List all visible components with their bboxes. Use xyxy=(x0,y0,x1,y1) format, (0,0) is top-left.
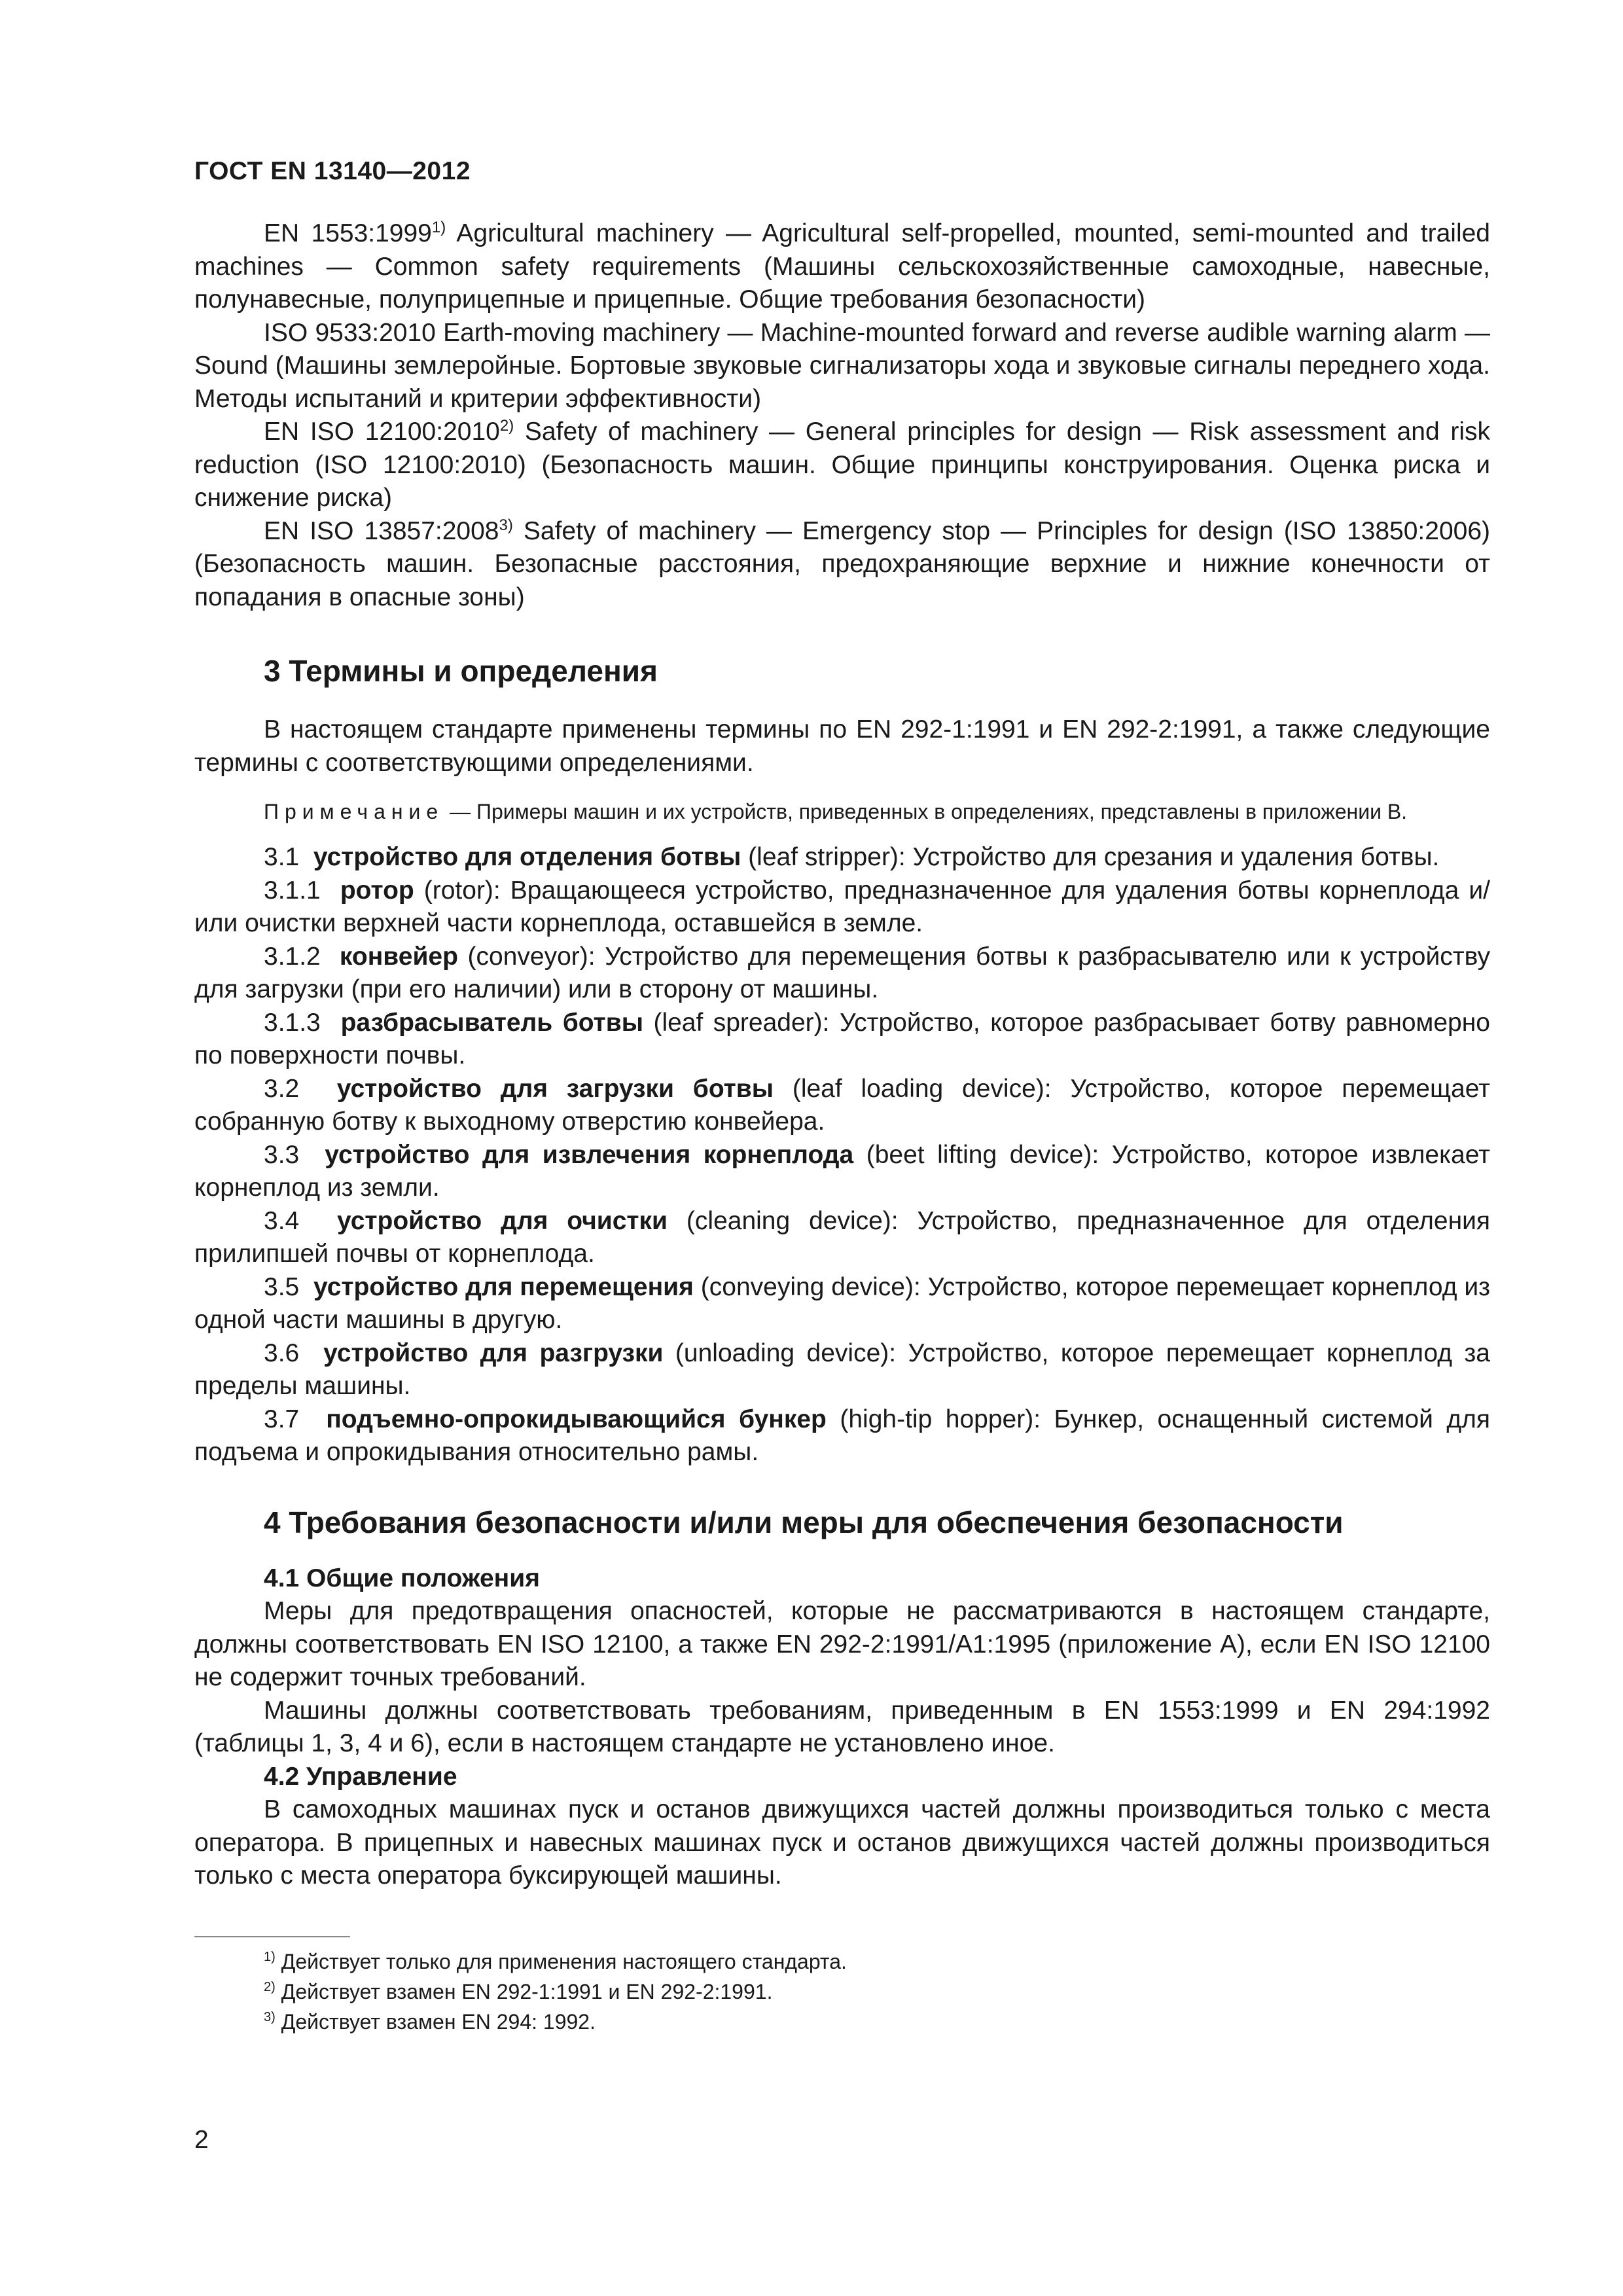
footnote-divider xyxy=(194,1936,350,1937)
footnote: $^{1)}$ Действует только для применения настоящего стандарта. xyxy=(264,1949,847,1973)
page-number: 2 xyxy=(194,2126,209,2154)
note-label: Примечание xyxy=(264,800,444,823)
reference-item: EN ISO 13857:2008$^{3)}$ Safety of machinery — Emergency stop — Principles for design (ISO 13850:2006) (Безопасность машин. Безопасные расстояния, предохраняющие верхние и нижние конечности от попадания в опасные зоны) xyxy=(194,516,1491,611)
footnote: $^{3)}$ Действует взамен EN 294: 1992. xyxy=(264,2009,596,2034)
term: разбрасыватель ботвы xyxy=(340,1008,644,1037)
document-page xyxy=(194,157,1490,2037)
footnotes xyxy=(194,1946,1490,2037)
term-definition: 3.1.1 ротор (rotor): Вращающееся устройство, предназначенное для удаления ботвы корнеплода и/или очистки верхней части корнеплода, оставшейся в земле. xyxy=(194,876,1490,937)
term: устройство для отделения ботвы xyxy=(313,843,741,871)
document-header: ГОСТ EN 13140—2012 xyxy=(194,157,471,185)
note-text: — Примеры машин и их устройств, приведенных в определениях, представлены в приложении В. xyxy=(444,800,1408,823)
term-definition: 3.5 устройство для перемещения (conveying device): Устройство, которое перемещает корнеплод из одной части машины в другую. xyxy=(194,1272,1490,1334)
paragraph: Меры для предотвращения опасностей, которые не рассматриваются в настоящем стандарте, должны соответствовать EN ISO 12100, а также EN 292-2:1991/A1:1995 (приложение А), если EN ISO 12100 не содержит точных требований. xyxy=(194,1597,1490,1691)
term: подъемно-опрокидывающийся бункер xyxy=(326,1405,827,1433)
section-intro: В настоящем стандарте применены термины по EN 292-1:1991 и EN 292-2:1991, а также следующие термины с соответствующими определениями. xyxy=(194,715,1490,777)
term-definition: 3.3 устройство для извлечения корнеплода (beet lifting device): Устройство, которое извлекает корнеплод из земли. xyxy=(194,1140,1490,1202)
footnote: $^{2)}$ Действует взамен EN 292-1:1991 и EN 292-2:1991. xyxy=(264,1979,773,2003)
section-heading: 4 Требования безопасности и/или меры для обеспечения безопасности xyxy=(264,1505,1344,1539)
term: ротор xyxy=(340,876,414,905)
term-definition: 3.2 устройство для загрузки ботвы (leaf loading device): Устройство, которое перемещает собранную ботву к выходному отверстию конвейера. xyxy=(194,1074,1490,1136)
paragraph: Машины должны соответствовать требованиям, приведенным в EN 1553:1999 и EN 294:1992 (таблицы 1, 3, 4 и 6), если в настоящем стандарте не установлено иное. xyxy=(194,1696,1490,1757)
term-definition: 3.1.2 конвейер (conveyor): Устройство для перемещения ботвы к разбрасывателю или к устройству для загрузки (при его наличии) или в сторону от машины. xyxy=(194,942,1490,1003)
subsection-heading: 4.2 Управление xyxy=(264,1762,457,1791)
term-definition: 3.7 подъемно-опрокидывающийся бункер (high-tip hopper): Бункер, оснащенный системой для подъема и опрокидывания относительно рамы. xyxy=(194,1405,1491,1466)
term: устройство для перемещения xyxy=(313,1272,694,1301)
terms-list xyxy=(194,841,1490,1469)
term-definition: 3.1 устройство для отделения ботвы (leaf stripper): Устройство для срезания и удаления ботвы. xyxy=(264,843,1440,871)
note xyxy=(194,797,1490,827)
term: устройство для разгрузки xyxy=(323,1338,664,1367)
subsection-heading: 4.1 Общие положения xyxy=(264,1564,540,1592)
normative-references-list xyxy=(194,217,1490,614)
term: устройство для загрузки ботвы xyxy=(336,1074,774,1103)
term: конвейер xyxy=(339,942,458,971)
section-heading: 3 Термины и определения xyxy=(264,654,658,688)
term: устройство для извлечения корнеплода xyxy=(325,1140,854,1169)
term-definition: 3.4 устройство для очистки (cleaning device): Устройство, предназначенное для отделения прилипшей почвы от корнеплода. xyxy=(194,1206,1491,1268)
reference-item: ISO 9533:2010 Earth-moving machinery — Machine-mounted forward and reverse audible warning alarm — Sound (Машины землеройные. Бортовые звуковые сигнализаторы хода и звуковые сигналы переднего хода. Методы испытаний и критерии эффективности) xyxy=(194,318,1491,413)
paragraph: В самоходных машинах пуск и останов движущихся частей должны производиться только с места оператора. В прицепных и навесных машинах пуск и останов движущихся частей должны производиться только с места оператора буксирующей машины. xyxy=(194,1795,1490,1890)
term-definition: 3.1.3 разбрасыватель ботвы (leaf spreader): Устройство, которое разбрасывает ботву равномерно по поверхности почвы. xyxy=(194,1008,1490,1069)
term: устройство для очистки xyxy=(337,1206,668,1235)
reference-item: EN 1553:1999$^{1)}$ Agricultural machinery — Agricultural self-propelled, mounted, semi-mounted and trailed machines — Common safety requirements (Машины сельскохозяйственные самоходные, навесные, полунавесные, полуприцепные и прицепные. Общие требования безопасности) xyxy=(194,219,1490,314)
reference-item: EN ISO 12100:2010$^{2)}$ Safety of machinery — General principles for design — Risk assessment and risk reduction (ISO 12100:2010) (Безопасность машин. Общие принципы конструирования. Оценка риска и снижение риска) xyxy=(194,417,1490,512)
term-definition: 3.6 устройство для разгрузки (unloading device): Устройство, которое перемещает корнеплод за пределы машины. xyxy=(194,1338,1490,1400)
